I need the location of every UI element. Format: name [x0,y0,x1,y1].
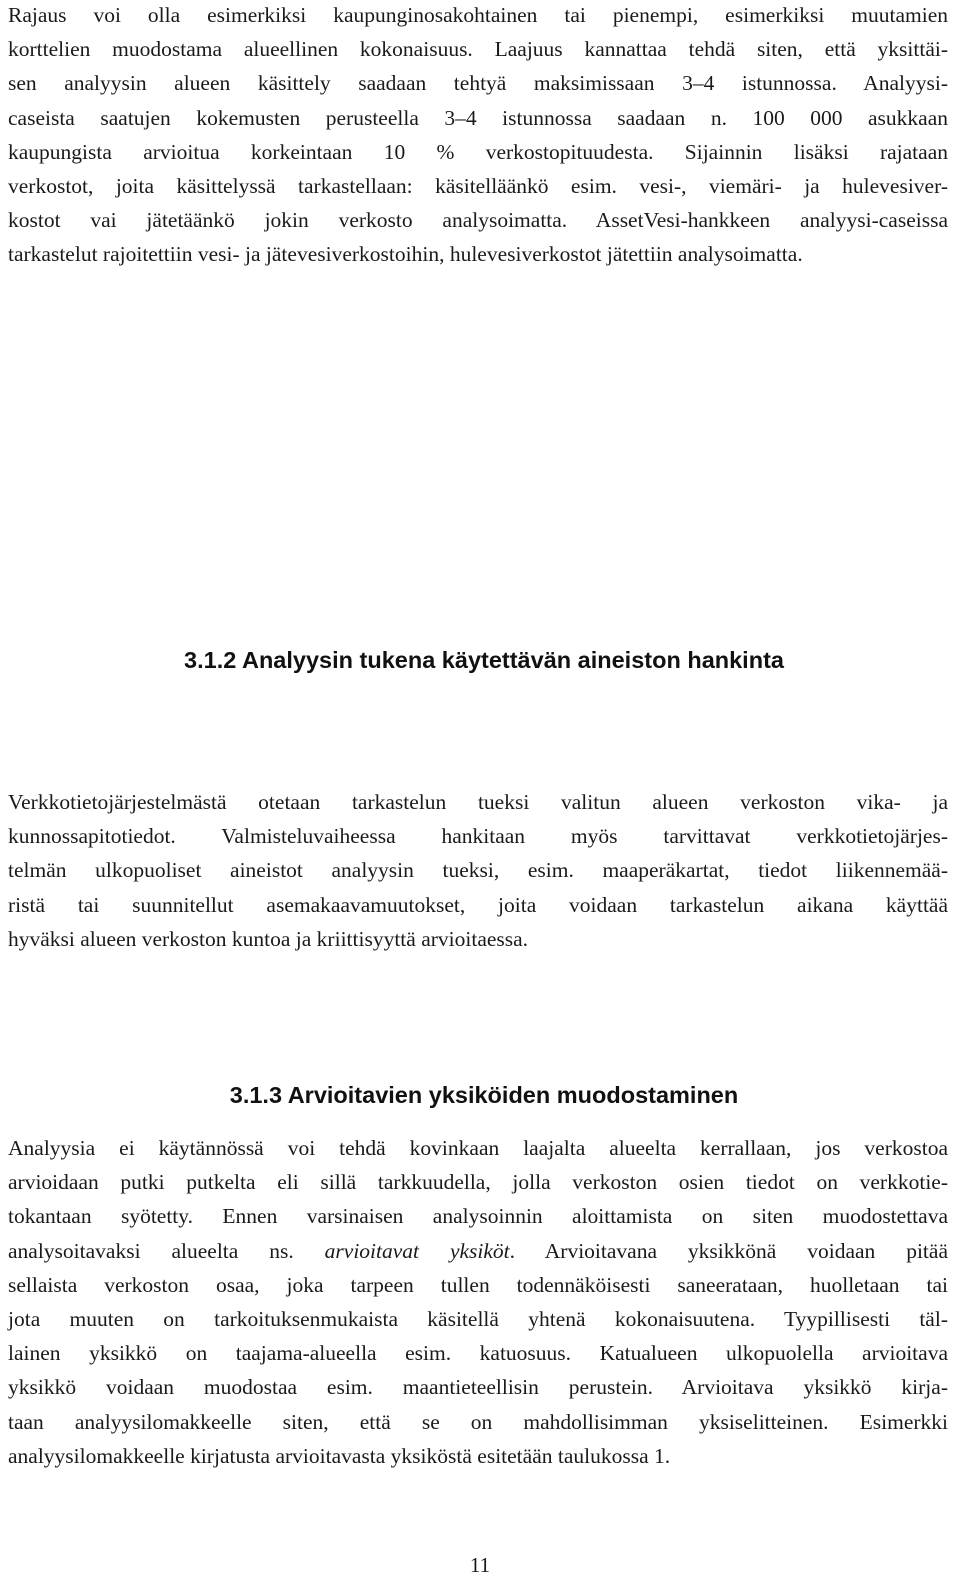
section-heading-3-1-2 [8,647,960,674]
text-line: hyväksi alueen verkoston kuntoa ja kriittisyyttä arvioitaessa. [8,926,529,951]
section-number: 3.1.3 [229,1082,283,1108]
text-line: telmän ulkopuoliset aineistot analyysin tueksi, esim. maaperäkartat, tiedot liikennemää- [8,858,948,883]
text-line: tokantaan syötetty. Ennen varsinaisen analysoinnin aloittamista on siten muodostettava [8,1204,948,1229]
text-segment: . Arvioitavana yksikkönä voidaan pitää [509,1238,948,1263]
paragraph-1 [8,0,948,272]
text-line: caseista saatujen kokemusten perusteella 3–4 istunnossa saadaan n. 100 000 asukkaan [8,105,948,130]
text-line: arvioidaan putki putkelta eli sillä tarkkuudella, jolla verkoston osien tiedot on verkkotie- [8,1170,948,1195]
text-line: ristä tai suunnitellut asemakaavamuutokset, joita voidaan tarkastelun aikana käyttää [8,892,948,917]
text-line: verkostot, joita käsittelyssä tarkastellaan: käsitelläänkö esim. vesi-, viemäri- ja hulevesiver- [8,174,948,199]
text-line: kostot vai jätetäänkö jokin verkosto analysoimatta. AssetVesi-hankkeen analyysi-caseissa [8,208,948,233]
paragraph-3 [8,1131,948,1473]
text-segment: analysoitavaksi alueelta ns. [8,1238,325,1263]
text-line: kaupungista arvioitua korkeintaan 10 % verkostopituudesta. Sijainnin lisäksi rajataan [8,139,948,164]
text-line: taan analyysilomakkeelle siten, että se on mahdollisimman yksiselitteinen. Esimerkki [8,1409,948,1434]
text-line: lainen yksikkö on taajama-alueella esim. katuosuus. Katualueen ulkopuolella arvioitava [8,1341,948,1366]
text-line: Analyysia ei käytännössä voi tehdä kovinkaan laajalta alueelta kerrallaan, jos verkostoa [8,1136,948,1160]
text-line: Rajaus voi olla esimerkiksi kaupunginosakohtainen tai pienempi, esimerkiksi muutamien [8,3,948,27]
page-number: 11 [469,1553,491,1577]
section-title: Arvioitavien yksiköiden muodostaminen [287,1082,739,1108]
text-line: tarkastelut rajoitettiin vesi- ja jätevesiverkostoihin, hulevesiverkostot jätettiin analysoimatta. [8,242,803,267]
section-number: 3.1.2 [184,647,237,673]
text-line: yksikkö voidaan muodostaa esim. maantieteellisin perustein. Arvioitava yksikkö kirja- [8,1375,948,1400]
text-line-with-italic [8,1234,948,1268]
section-title: Analyysin tukena käytettävän aineiston hankinta [241,647,784,673]
text-line: sellaista verkoston osaa, joka tarpeen tullen todennäköisesti saneerataan, huolletaan tai [8,1272,948,1297]
paragraph-2 [8,785,948,956]
text-line: korttelien muodostama alueellinen kokonaisuus. Laajuus kannattaa tehdä siten, että yksittäi- [8,37,948,62]
text-line: sen analyysin alueen käsittely saadaan tehtyä maksimissaan 3–4 istunnossa. Analyysi- [8,71,948,96]
text-line: analyysilomakkeelle kirjatusta arvioitavasta yksiköstä esitetään taulukossa 1. [8,1443,671,1468]
italic-term: arvioitavat yksiköt [324,1238,510,1263]
text-line: kunnossapitotiedot. Valmisteluvaiheessa hankitaan myös tarvittavat verkkotietojärjes- [8,824,948,849]
section-heading-3-1-3 [8,1082,960,1109]
text-line: Verkkotietojärjestelmästä otetaan tarkastelun tueksi valitun alueen verkoston vika- ja [8,790,948,814]
text-line: jota muuten on tarkoituksenmukaista käsitellä yhtenä kokonaisuutena. Tyypillisesti täl- [8,1307,948,1332]
